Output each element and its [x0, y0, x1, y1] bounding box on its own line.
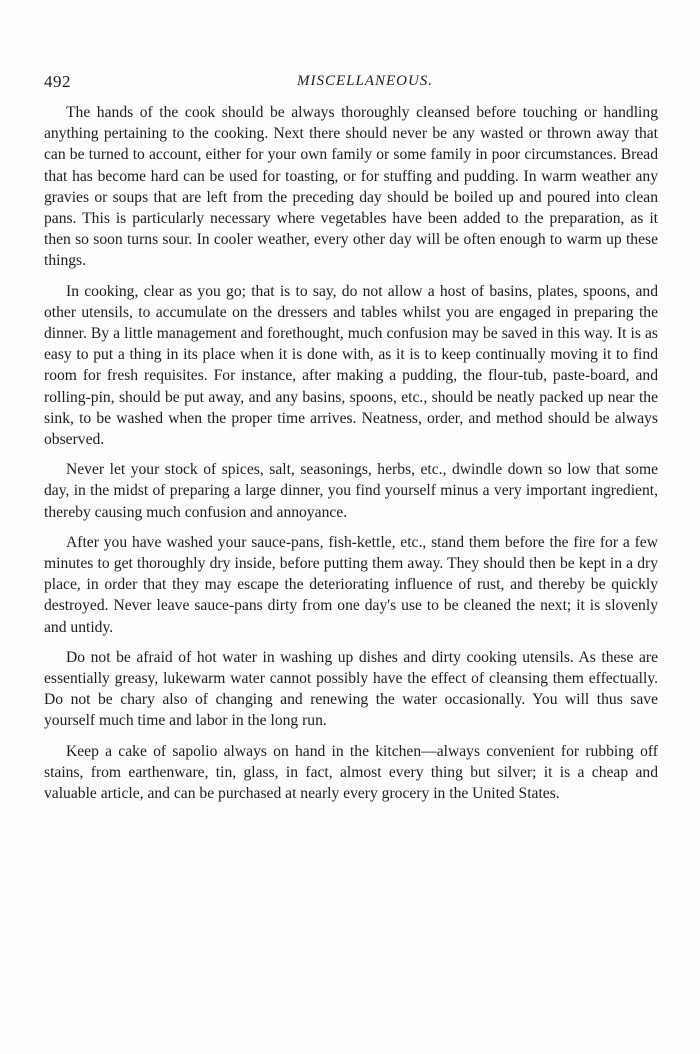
paragraph-hot-water: Do not be afraid of hot water in washing up dishes and dirty cooking utensils. As these are essentially greasy, lukewarm water cannot possibly have the effect of cleansing them effectually. Do not be chary also of changing and renewing the water occasionally. You will thus save yourself much time and labor in the long run. [44, 648, 658, 730]
page-header [44, 72, 656, 98]
paragraph-cleanliness-and-leftovers: The hands of the cook should be always thoroughly cleansed before touching or handling anything pertaining to the cooking. Next there should never be any wasted or thrown away that can be turned to account, either for your own family or some family in poor circumstances. Bread that has become hard can be used for toasting, or for stuffing and pudding. In warm weather any gravies or soups that are left from the preceding day should be boiled up and poured into clean pans. This is particularly necessary where vegetables have been added to the preparation, as it then so soon turns sour. In cooler weather, every other day will be often enough to warm up these things. [44, 104, 658, 270]
paragraph-stock-of-spices: Never let your stock of spices, salt, seasonings, herbs, etc., dwindle down so low that some day, in the midst of preparing a large dinner, you find yourself minus a very important ingredient, thereby causing much confusion and annoyance. [44, 461, 658, 521]
paragraph-clear-as-you-go: In cooking, clear as you go; that is to say, do not allow a host of basins, plates, spoons, and other utensils, to accumulate on the dressers and tables whilst you are engaged in preparing the dinner. By a little management and forethought, much confusion may be saved in this way. It is as easy to put a thing in its place when it is done with, as it is to keep continually moving it to find room for fresh requisites. For instance, after making a pudding, the flour-tub, paste-board, and rolling-pin, should be put away, and any basins, spoons, etc., should be neatly packed up near the sink, to be washed when the proper time arrives. Neatness, order, and method should be always observed. [44, 282, 658, 449]
paragraph-sapolio: Keep a cake of sapolio always on hand in the kitchen—always convenient for rubbing off stains, from earthenware, tin, glass, in fact, almost every thing but silver; it is a cheap and valuable article, and can be purchased at nearly every grocery in the United States. [44, 742, 658, 803]
body-text [44, 102, 658, 813]
page-number: 492 [44, 72, 71, 91]
paragraph-drying-sauce-pans: After you have washed your sauce-pans, fish-kettle, etc., stand them before the fire for a few minutes to get thoroughly dry inside, before putting them away. They should then be kept in a dry place, in order that they may escape the deteriorating influence of rust, and thereby be quickly destroyed. Never leave sauce-pans dirty from one day's use to be cleaned the next; it is slovenly and untidy. [44, 533, 658, 636]
running-head: MISCELLANEOUS. [296, 73, 434, 89]
